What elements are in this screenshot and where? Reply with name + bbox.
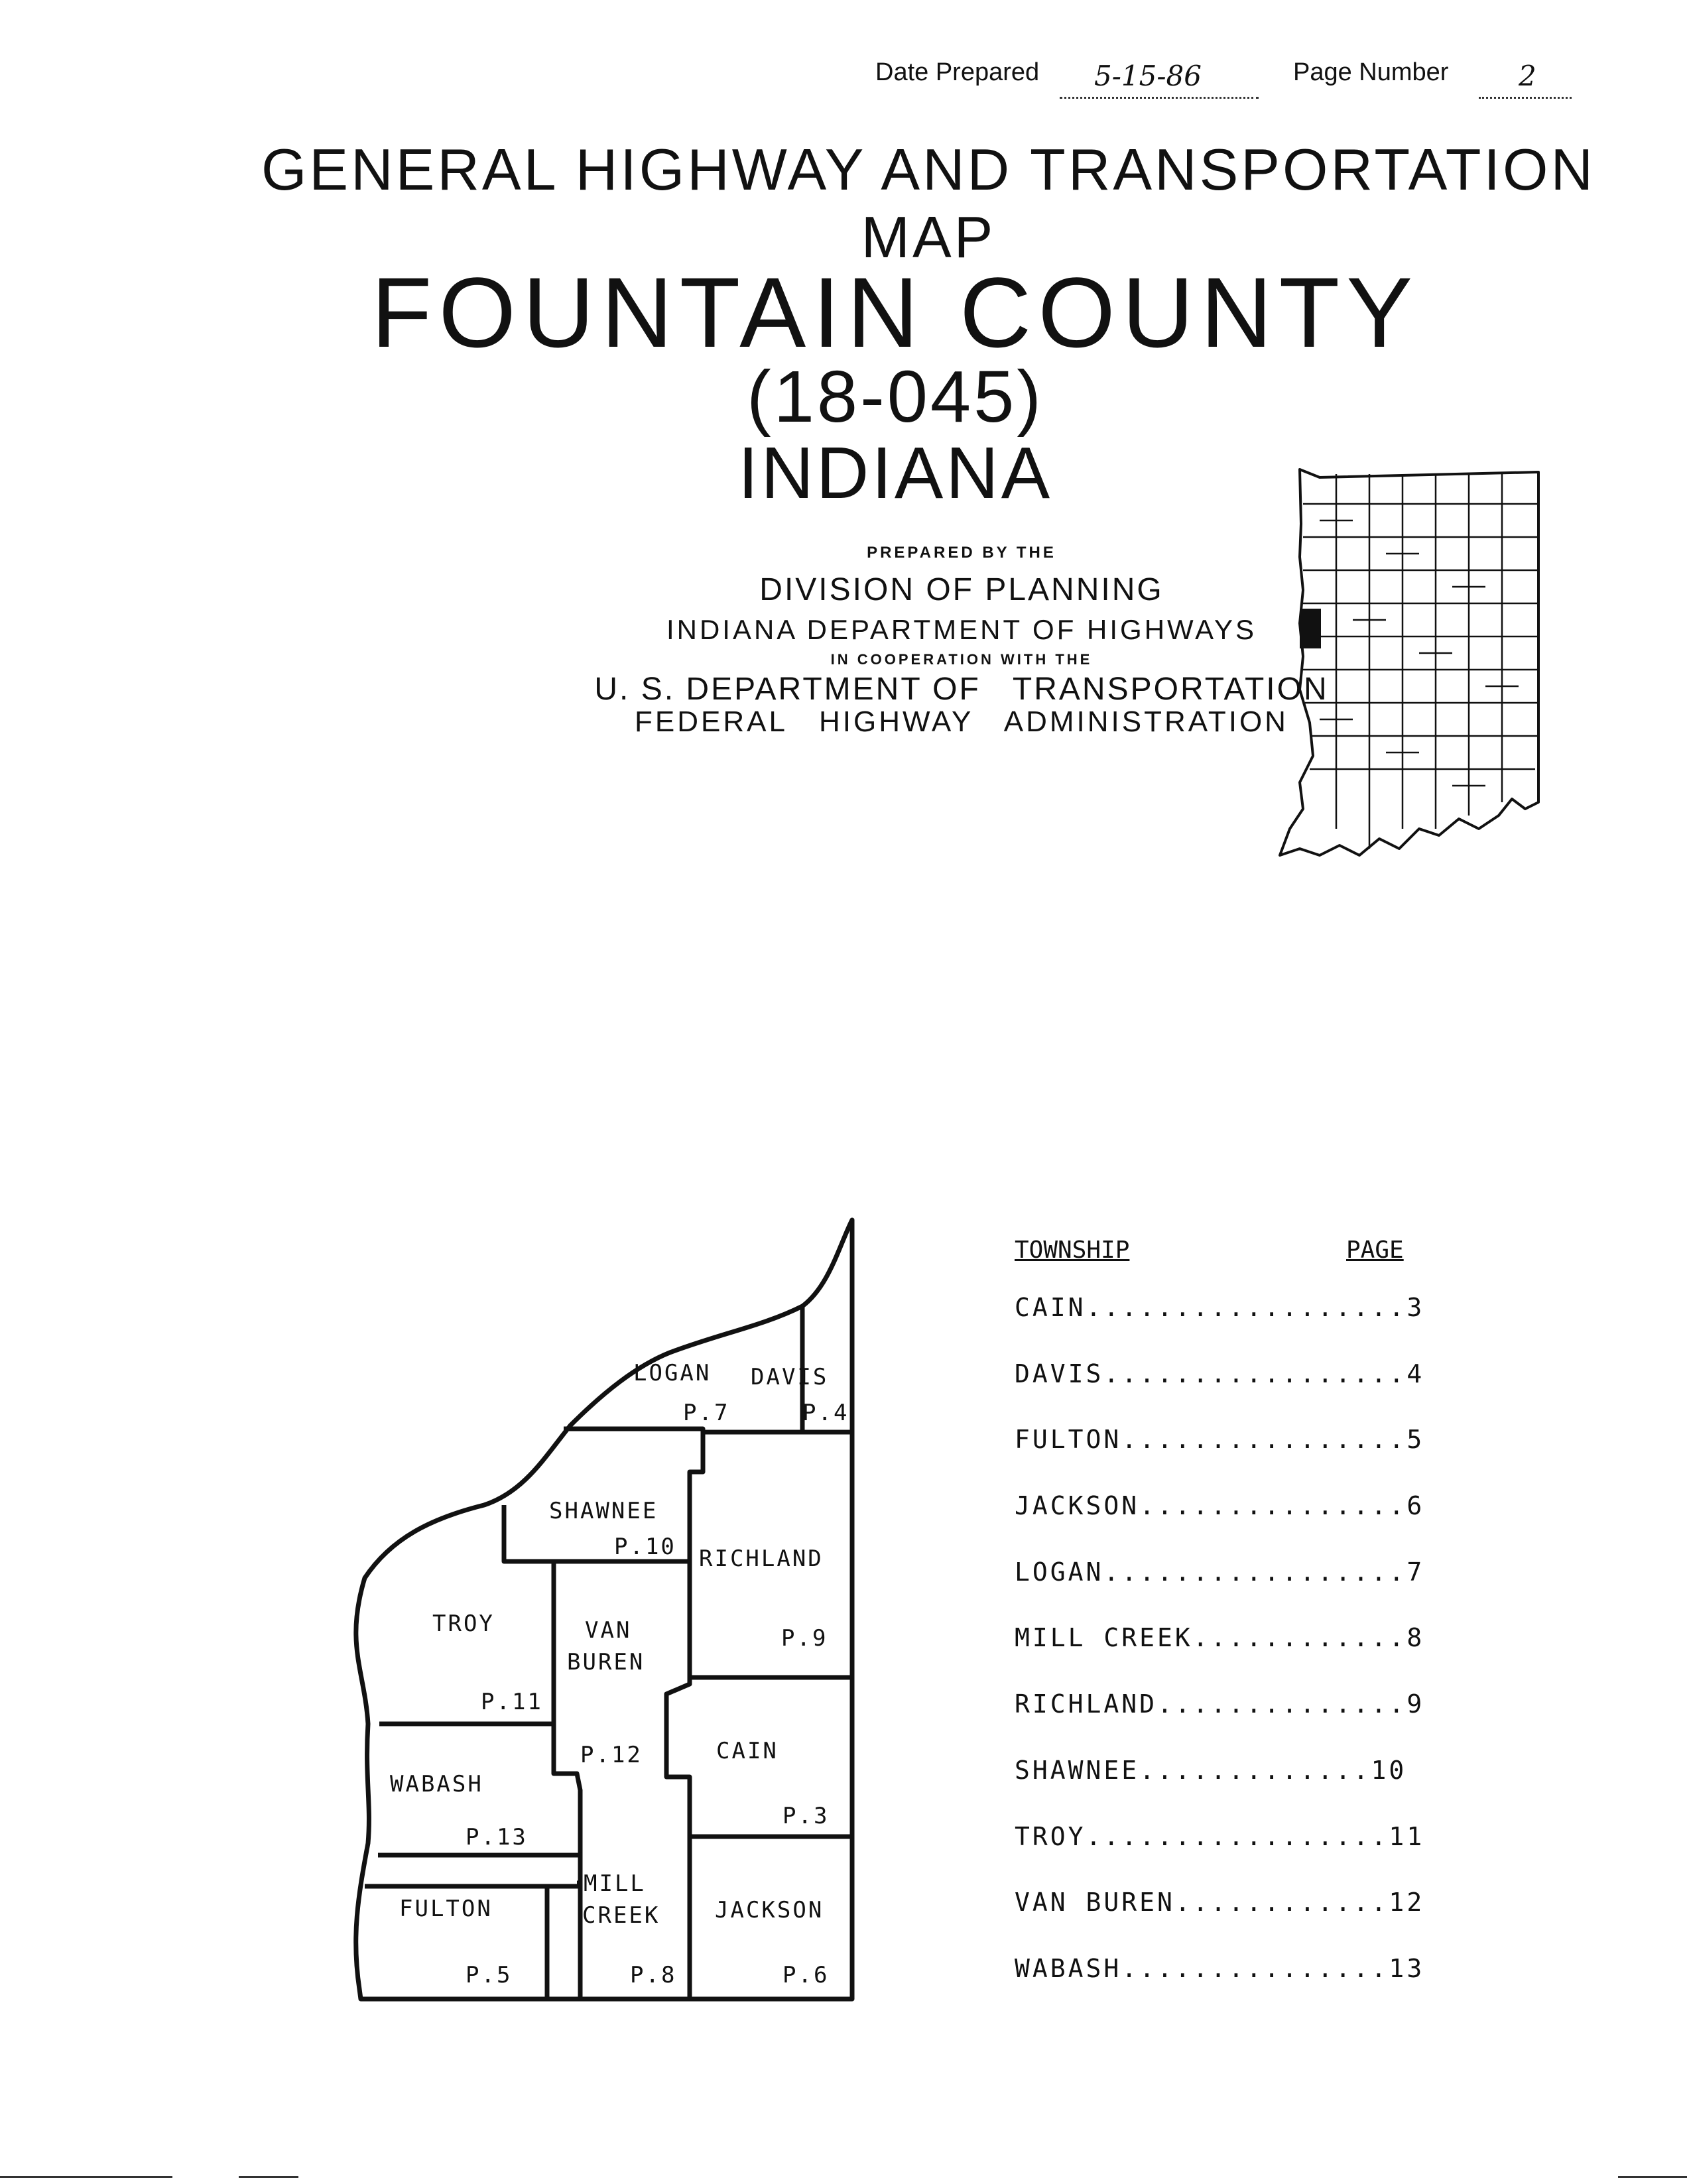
township-name: SHAWNEE <box>549 1498 658 1524</box>
township-name: TROY <box>432 1610 495 1637</box>
township-page: P.4 <box>802 1400 849 1426</box>
county-name: FOUNTAIN COUNTY <box>371 257 1420 368</box>
header-meta <box>875 58 1605 111</box>
township-page: P.10 <box>614 1534 676 1560</box>
township-page: P.12 <box>580 1742 643 1768</box>
scan-edge-line <box>1618 2176 1687 2178</box>
indiana-county-lines <box>1303 474 1538 849</box>
index-row: SHAWNEE.............10 <box>1015 1755 1407 1785</box>
township-column-header: TOWNSHIP <box>1015 1237 1130 1264</box>
index-row: MILL CREEK............8 <box>1015 1623 1425 1653</box>
township-page: P.6 <box>782 1962 830 1988</box>
scan-edge-line <box>239 2176 298 2178</box>
division-name: DIVISION OF PLANNING <box>759 572 1164 607</box>
page-number-label: Page Number <box>1293 58 1449 86</box>
township-name: VAN <box>585 1617 632 1644</box>
index-row: VAN BUREN............12 <box>1015 1888 1425 1917</box>
indiana-outline <box>1280 469 1538 855</box>
cooperation-text: IN COOPERATION WITH THE <box>830 651 1093 668</box>
index-row: DAVIS.................4 <box>1015 1359 1425 1388</box>
map-title: GENERAL HIGHWAY AND TRANSPORTATION MAP <box>261 137 1595 270</box>
township-page: P.8 <box>630 1962 677 1988</box>
page-underline <box>1479 97 1572 99</box>
township-name: LOGAN <box>633 1360 712 1386</box>
index-row: LOGAN.................7 <box>1015 1557 1425 1587</box>
index-row: JACKSON...............6 <box>1015 1491 1425 1521</box>
township-labels <box>390 1360 849 1988</box>
township-page: P.9 <box>781 1625 828 1652</box>
index-row: FULTON................5 <box>1015 1425 1425 1455</box>
county-code: (18-045) <box>747 356 1044 438</box>
indiana-locator-map <box>1273 457 1552 869</box>
township-page: P.3 <box>782 1803 830 1829</box>
fhwa-name: FEDERAL HIGHWAY ADMINISTRATION <box>635 705 1288 738</box>
fountain-county-highlight <box>1300 609 1321 648</box>
scan-edge-line <box>0 2176 172 2178</box>
usdot-name: U. S. DEPARTMENT OF TRANSPORTATION <box>594 672 1329 707</box>
state-name: INDIANA <box>737 432 1053 514</box>
township-name: DAVIS <box>751 1364 829 1390</box>
township-name: FULTON <box>399 1896 493 1922</box>
date-underline <box>1060 97 1259 99</box>
date-prepared-value: 5-15-86 <box>1094 60 1202 92</box>
township-index <box>1015 1237 1446 2020</box>
page-column-header: PAGE <box>1346 1237 1404 1264</box>
township-page: P.13 <box>466 1824 528 1850</box>
county-township-map <box>351 1207 882 2016</box>
index-row: WABASH...............13 <box>1015 1953 1425 1983</box>
township-name: BUREN <box>567 1649 645 1675</box>
page-number-value: 2 <box>1519 60 1536 92</box>
township-name: JACKSON <box>715 1897 824 1923</box>
township-page: P.7 <box>683 1400 730 1426</box>
prepared-by-text: PREPARED BY THE <box>867 544 1056 562</box>
township-name: CAIN <box>716 1738 779 1764</box>
index-row: CAIN..................3 <box>1015 1293 1425 1322</box>
date-prepared-label: Date Prepared <box>875 58 1040 86</box>
township-page: P.11 <box>481 1689 543 1715</box>
township-name: MILL <box>584 1870 646 1897</box>
index-row: TROY.................11 <box>1015 1821 1425 1851</box>
township-index-header <box>1015 1237 1446 1276</box>
township-name: RICHLAND <box>699 1546 824 1572</box>
department-name: INDIANA DEPARTMENT OF HIGHWAYS <box>666 614 1257 645</box>
township-name: WABASH <box>390 1771 483 1797</box>
township-name: CREEK <box>582 1902 660 1929</box>
township-page: P.5 <box>466 1962 513 1988</box>
index-row: RICHLAND..............9 <box>1015 1689 1425 1719</box>
